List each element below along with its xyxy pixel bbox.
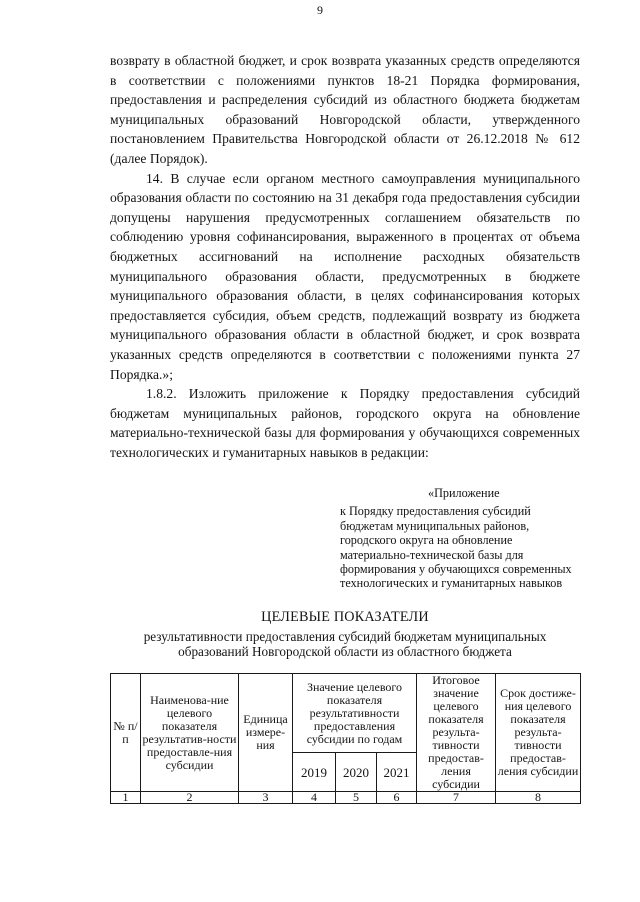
column-number-4: 4 (293, 792, 336, 804)
column-number-row (111, 792, 581, 804)
column-number-1: 1 (111, 792, 141, 804)
column-number-2: 2 (141, 792, 239, 804)
column-number-3: 3 (239, 792, 293, 804)
header-total: Итоговое значение целевого показателя результа-тивности предостав-ления субсидии (417, 674, 496, 792)
header-year-2019: 2019 (293, 753, 336, 792)
body-text (110, 51, 580, 462)
indicators-table (110, 673, 581, 804)
column-number-7: 7 (417, 792, 496, 804)
paragraph-2: 14. В случае если органом местного самоуправления муниципального образования области по состоянию на 31 декабря года предоставления субсидии допущены нарушения предусмотренных соглашением обязательств по соблюдению уровня софинансирования, выраженного в процентах от объема бюджетных ассигнований на исполнение расходных обязательств муниципального образования области, предусмотренных в бюджете муниципального образования области, в целях софинансирования которых предоставляется субсидия, объем средств, подлежащий возврату из бюджета муниципального образования области в областной бюджет, и срок возврата указанных средств определяются в соответствии с положениями пункта 27 Порядка.»; (110, 170, 580, 382)
column-number-8: 8 (496, 792, 581, 804)
table-header-row (111, 674, 581, 753)
column-number-6: 6 (377, 792, 417, 804)
header-name: Наименова-ние целевого показателя результатив-ности предоставле-ния субсидии (141, 674, 239, 792)
table-title: ЦЕЛЕВЫЕ ПОКАЗАТЕЛИ (261, 609, 429, 625)
annex-title: «Приложение (428, 486, 500, 500)
table-heading (110, 609, 580, 659)
header-value-group: Значение целевого показателя результативности предоставления субсидии по годам (293, 674, 417, 753)
table-subtitle: результативности предоставления субсидий бюджетам муниципальных образований Новгородской области из областного бюджета (143, 629, 547, 659)
header-unit: Единица измере-ния (239, 674, 293, 792)
header-num: № п/п (111, 674, 141, 792)
paragraph-1: возврату в областной бюджет, и срок возврата указанных средств определяются в соответствии с положениями пунктов 18-21 Порядка формирования, предоставления и распределения субсидий из областного бюджета бюджетам муниципальных образований Новгородской области, утвержденного постановлением Правительства Новгородской области от 26.12.2018 № 612 (далее Порядок). (110, 53, 580, 166)
header-deadline: Срок достиже-ния целевого показателя результа-тивности предостав-ления субсидии (496, 674, 581, 792)
page-number: 9 (317, 3, 323, 17)
annex-text: к Порядку предоставления субсидий бюджетам муниципальных районов, городского округа на обновление материально-технической базы для формирования у обучающихся современных технологических и гуманитарных навыков (340, 504, 572, 591)
paragraph-3: 1.8.2. Изложить приложение к Порядку предоставления субсидий бюджетам муниципальных районов, городского округа на обновление материально-технической базы для формирования у обучающихся современных технологических и гуманитарных навыков в редакции: (110, 386, 580, 460)
annex-block (340, 486, 580, 591)
header-year-2021: 2021 (377, 753, 417, 792)
column-number-5: 5 (336, 792, 377, 804)
header-year-2020: 2020 (336, 753, 377, 792)
